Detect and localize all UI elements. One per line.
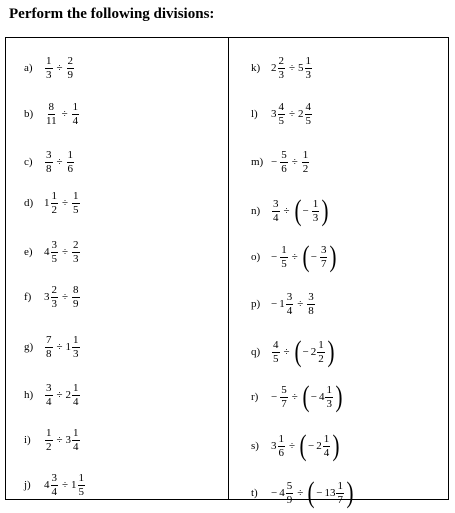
operand (71, 191, 81, 216)
problem-item (24, 465, 86, 505)
divide-sign: ÷ (291, 391, 298, 403)
division-expression (271, 242, 338, 272)
numerator: 3 (51, 238, 57, 251)
minus-sign: − (271, 251, 278, 263)
fraction (305, 56, 313, 81)
operand (44, 383, 54, 408)
fraction (280, 245, 288, 270)
fraction (312, 199, 320, 224)
problem-label: j) (24, 479, 31, 491)
divide-sign: ÷ (62, 479, 69, 491)
operand (44, 240, 59, 265)
operand (66, 428, 81, 453)
denominator: 2 (46, 440, 52, 453)
denominator: 4 (323, 446, 330, 459)
division-expression (44, 428, 81, 453)
minus-sign: − (308, 440, 315, 452)
operand (66, 383, 81, 408)
division-expression (44, 285, 81, 310)
denominator: 8 (46, 162, 52, 175)
operand (306, 292, 316, 317)
divide-sign: ÷ (297, 487, 304, 499)
fraction (45, 383, 53, 408)
problem-item (251, 377, 344, 417)
operand (44, 473, 59, 498)
divide-sign: ÷ (291, 251, 298, 263)
division-expression (44, 335, 81, 360)
fraction (278, 102, 286, 127)
problem-label: m) (251, 156, 264, 168)
denominator: 3 (326, 397, 332, 410)
numerator: 1 (73, 381, 79, 394)
division-expression (271, 431, 341, 461)
division-expression (44, 473, 86, 498)
numerator: 4 (305, 100, 312, 113)
denominator: 3 (305, 68, 312, 81)
whole-number: 3 (271, 440, 277, 452)
numerator: 3 (51, 471, 57, 484)
division-expression (44, 240, 81, 265)
problem-item (251, 237, 338, 277)
fraction (72, 191, 80, 216)
problem-item (251, 332, 336, 372)
numerator: 5 (281, 383, 287, 396)
operand (44, 335, 54, 360)
numerator: 3 (46, 381, 52, 394)
problem-label: q) (251, 346, 261, 358)
numerator: 1 (73, 333, 79, 346)
division-expression (271, 56, 313, 81)
problem-item (24, 183, 81, 223)
problem-item (24, 420, 81, 460)
problem-item (251, 191, 330, 231)
denominator: 3 (73, 252, 79, 265)
division-expression (44, 56, 75, 81)
problem-item (24, 232, 81, 272)
operand (271, 434, 286, 459)
exercise-table (5, 37, 449, 509)
division-expression (271, 196, 330, 226)
denominator: 7 (281, 397, 287, 410)
denominator: 6 (278, 446, 284, 459)
division-expression (44, 191, 81, 216)
numerator: 1 (312, 197, 319, 210)
divide-sign: ÷ (62, 246, 69, 258)
fraction (272, 340, 280, 365)
numerator: 3 (308, 290, 314, 303)
denominator: 2 (318, 352, 324, 365)
fraction (305, 102, 313, 127)
operand (44, 428, 54, 453)
division-expression (271, 150, 310, 175)
problem-label: i) (24, 434, 31, 446)
operand (71, 473, 86, 498)
numerator: 4 (273, 338, 279, 351)
operand (298, 431, 341, 461)
denominator: 9 (67, 68, 74, 81)
fraction (317, 340, 325, 365)
operand (301, 150, 311, 175)
problem-label: r) (251, 391, 259, 403)
fraction (286, 481, 294, 506)
problem-label: t) (251, 487, 258, 499)
problem-label: c) (24, 156, 33, 168)
denominator: 11 (46, 114, 57, 127)
denominator: 9 (73, 297, 79, 310)
numerator: 1 (323, 432, 330, 445)
operand (271, 199, 281, 224)
operand (271, 245, 289, 270)
fraction (67, 56, 75, 81)
problem-item (24, 48, 75, 88)
column-divider (228, 38, 229, 499)
whole-number: 2 (298, 108, 304, 120)
fraction (51, 240, 59, 265)
whole-number: 3 (271, 108, 277, 120)
operand (71, 102, 81, 127)
division-expression (44, 150, 75, 175)
numerator: 1 (278, 432, 284, 445)
problem-item (24, 94, 80, 134)
numerator: 1 (72, 100, 79, 113)
numerator: 5 (286, 479, 293, 492)
fraction (72, 285, 80, 310)
divide-sign: ÷ (283, 205, 290, 217)
whole-number: 4 (279, 487, 285, 499)
divide-sign: ÷ (56, 156, 63, 168)
fraction (72, 240, 80, 265)
problem-item (24, 277, 81, 317)
minus-sign: − (316, 487, 323, 499)
numerator: 2 (73, 238, 79, 251)
fraction (45, 56, 53, 81)
divide-sign: ÷ (56, 341, 63, 353)
fraction (72, 383, 80, 408)
numerator: 1 (337, 479, 343, 492)
problem-label: b) (24, 108, 34, 120)
fraction (280, 150, 288, 175)
numerator: 8 (48, 100, 55, 113)
fraction (280, 385, 288, 410)
denominator: 5 (78, 485, 85, 498)
operand (306, 478, 355, 508)
operand (271, 150, 289, 175)
division-expression (44, 383, 81, 408)
operand (301, 382, 344, 412)
operand (301, 242, 339, 272)
problem-label: a) (24, 62, 33, 74)
operand (271, 56, 286, 81)
problem-label: k) (251, 62, 261, 74)
numerator: 2 (67, 54, 74, 67)
problem-label: p) (251, 298, 261, 310)
divide-sign: ÷ (291, 156, 298, 168)
denominator: 2 (51, 203, 57, 216)
operand (66, 56, 76, 81)
problem-label: f) (24, 291, 32, 303)
operand (293, 196, 331, 226)
denominator: 4 (72, 114, 79, 127)
open-paren: ( (294, 194, 302, 227)
denominator: 4 (73, 440, 79, 453)
numerator: 1 (46, 426, 52, 439)
denominator: 5 (281, 257, 287, 270)
divide-sign: ÷ (61, 108, 68, 120)
numerator: 1 (67, 148, 74, 161)
divide-sign: ÷ (283, 346, 290, 358)
fraction (45, 102, 58, 127)
fraction (286, 292, 294, 317)
denominator: 3 (278, 68, 284, 81)
denominator: 2 (302, 162, 309, 175)
whole-number: 2 (65, 389, 72, 401)
operand (44, 102, 59, 127)
operand (44, 150, 54, 175)
open-paren: ( (294, 335, 302, 368)
problem-label: g) (24, 341, 34, 353)
denominator: 8 (46, 347, 52, 360)
numerator: 1 (73, 426, 79, 439)
denominator: 8 (308, 304, 314, 317)
open-paren: ( (302, 380, 310, 413)
denominator: 7 (337, 493, 343, 506)
whole-number: 2 (271, 62, 277, 74)
operand (271, 292, 294, 317)
operand (298, 102, 313, 127)
numerator: 1 (46, 54, 52, 67)
minus-sign: − (271, 156, 278, 168)
problem-label: o) (251, 251, 261, 263)
minus-sign: − (271, 298, 278, 310)
close-paren: ) (329, 240, 337, 273)
fraction (272, 199, 280, 224)
problem-item (251, 426, 341, 466)
problem-item (251, 284, 316, 324)
operand (71, 240, 81, 265)
denominator: 5 (73, 203, 79, 216)
page-title: Perform the following divisions: (9, 6, 215, 22)
fraction (45, 150, 53, 175)
denominator: 5 (273, 352, 279, 365)
problem-item (251, 48, 313, 88)
problem-item (24, 142, 75, 182)
problem-label: h) (24, 389, 34, 401)
numerator: 1 (281, 243, 287, 256)
whole-number: 13 (324, 487, 336, 499)
divide-sign: ÷ (297, 298, 304, 310)
fraction (51, 191, 59, 216)
fraction (307, 292, 315, 317)
denominator: 4 (46, 395, 52, 408)
close-paren: ) (335, 380, 343, 413)
numerator: 1 (318, 338, 324, 351)
denominator: 3 (51, 297, 57, 310)
numerator: 3 (286, 290, 293, 303)
operand (44, 56, 54, 81)
problem-item (251, 142, 310, 182)
minus-sign: − (271, 391, 278, 403)
minus-sign: − (302, 346, 309, 358)
open-paren: ( (302, 240, 310, 273)
denominator: 3 (73, 347, 79, 360)
whole-number: 4 (44, 479, 50, 491)
minus-sign: − (271, 487, 278, 499)
operand (271, 385, 289, 410)
whole-number: 1 (44, 197, 50, 209)
fraction (72, 102, 80, 127)
whole-number: 1 (279, 298, 285, 310)
open-paren: ( (307, 476, 315, 509)
whole-number: 1 (71, 479, 77, 491)
fraction (45, 335, 53, 360)
numerator: 3 (46, 148, 52, 161)
minus-sign: − (302, 205, 309, 217)
fraction (78, 473, 86, 498)
divide-sign: ÷ (56, 389, 63, 401)
operand (298, 56, 313, 81)
whole-number: 2 (310, 346, 317, 358)
division-expression (271, 292, 316, 317)
problem-item (251, 94, 313, 134)
numerator: 1 (78, 471, 85, 484)
operand (71, 285, 81, 310)
denominator: 5 (305, 114, 312, 127)
whole-number: 5 (298, 62, 304, 74)
whole-number: 3 (65, 434, 72, 446)
numerator: 1 (305, 54, 312, 67)
fraction (302, 150, 310, 175)
divide-sign: ÷ (289, 108, 296, 120)
divide-sign: ÷ (62, 291, 69, 303)
denominator: 3 (46, 68, 52, 81)
operand (271, 481, 294, 506)
fraction (45, 428, 53, 453)
numerator: 1 (51, 189, 57, 202)
denominator: 4 (73, 395, 79, 408)
numerator: 4 (278, 100, 284, 113)
minus-sign: − (310, 391, 317, 403)
fraction (336, 481, 344, 506)
division-expression (271, 478, 355, 508)
numerator: 5 (281, 148, 287, 161)
whole-number: 4 (44, 246, 50, 258)
division-expression (271, 337, 336, 367)
operand (66, 150, 76, 175)
numerator: 1 (302, 148, 309, 161)
operand (44, 285, 59, 310)
denominator: 9 (286, 493, 293, 506)
denominator: 4 (286, 304, 293, 317)
problem-item (24, 375, 81, 415)
problem-item (24, 327, 81, 367)
division-expression (271, 102, 313, 127)
numerator: 2 (278, 54, 284, 67)
divide-sign: ÷ (289, 62, 296, 74)
division-expression (271, 382, 344, 412)
close-paren: ) (332, 429, 340, 462)
numerator: 1 (326, 383, 332, 396)
numerator: 8 (73, 283, 79, 296)
fraction (320, 245, 328, 270)
problem-label: e) (24, 246, 33, 258)
numerator: 3 (320, 243, 327, 256)
divide-sign: ÷ (62, 197, 69, 209)
operand (293, 337, 336, 367)
operand (66, 335, 81, 360)
problem-label: s) (251, 440, 259, 452)
denominator: 5 (278, 114, 284, 127)
divide-sign: ÷ (56, 434, 63, 446)
operand (44, 191, 59, 216)
whole-number: 2 (316, 440, 322, 452)
numerator: 1 (73, 189, 79, 202)
denominator: 6 (281, 162, 287, 175)
numerator: 3 (273, 197, 279, 210)
problem-item (251, 473, 355, 513)
whole-number: 4 (318, 391, 325, 403)
denominator: 4 (273, 211, 279, 224)
division-expression (44, 102, 80, 127)
fraction (278, 56, 286, 81)
problem-label: d) (24, 197, 34, 209)
denominator: 3 (312, 211, 319, 224)
close-paren: ) (346, 476, 354, 509)
fraction (278, 434, 286, 459)
divide-sign: ÷ (56, 62, 63, 74)
denominator: 7 (320, 257, 327, 270)
whole-number: 3 (44, 291, 50, 303)
open-paren: ( (299, 429, 307, 462)
whole-number: 1 (65, 341, 72, 353)
operand (271, 102, 286, 127)
denominator: 5 (51, 252, 57, 265)
fraction (67, 150, 75, 175)
fraction (51, 473, 59, 498)
numerator: 7 (46, 333, 52, 346)
close-paren: ) (321, 194, 329, 227)
denominator: 6 (67, 162, 74, 175)
minus-sign: − (310, 251, 317, 263)
problem-label: n) (251, 205, 261, 217)
close-paren: ) (327, 335, 335, 368)
fraction (323, 434, 331, 459)
numerator: 2 (51, 283, 57, 296)
divide-sign: ÷ (289, 440, 296, 452)
problem-label: l) (251, 108, 258, 120)
fraction (72, 335, 80, 360)
fraction (325, 385, 333, 410)
denominator: 4 (51, 485, 57, 498)
fraction (72, 428, 80, 453)
fraction (51, 285, 59, 310)
operand (271, 340, 281, 365)
